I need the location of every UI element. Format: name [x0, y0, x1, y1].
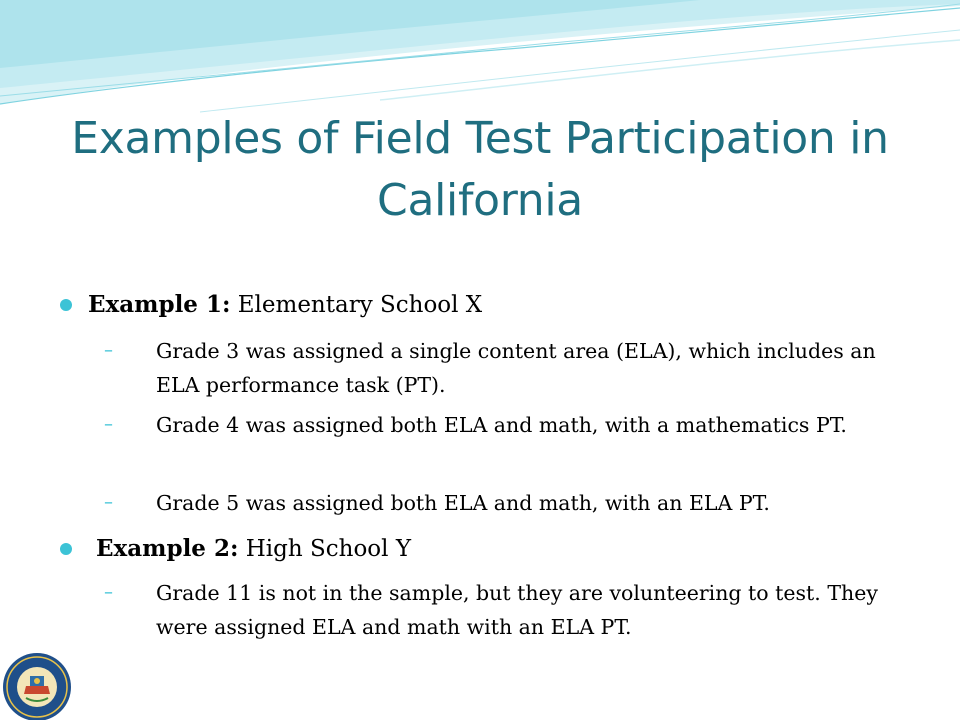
example-label: Example 1: — [88, 291, 231, 318]
dash-bullet-icon: – — [104, 340, 113, 361]
example-item-text: Grade 5 was assigned both ELA and math, with an ELA PT. — [156, 491, 770, 515]
slide-title: Examples of Field Test Participation in California — [71, 113, 889, 226]
dash-bullet-icon: – — [104, 492, 113, 513]
example-item-text: Grade 4 was assigned both ELA and math, with a mathematics PT. — [156, 413, 847, 437]
example-label: Example 2: — [96, 535, 239, 562]
example-text: High School Y — [238, 536, 412, 562]
example-item — [104, 408, 896, 442]
dash-bullet-icon: – — [104, 582, 113, 603]
dash-bullet-icon: – — [104, 414, 113, 435]
example-bullet — [96, 534, 926, 564]
example-bullet — [88, 290, 918, 320]
bullet-dot-icon — [60, 299, 72, 311]
example-item-text: Grade 11 is not in the sample, but they are volunteering to test. They were assigned ELA and math with an ELA PT. — [156, 581, 878, 639]
california-department-of-education-seal-icon — [2, 652, 72, 720]
bullet-dot-icon — [60, 543, 72, 555]
example-item-text: Grade 3 was assigned a single content area (ELA), which includes an ELA performance task (PT). — [156, 339, 876, 397]
example-text: Elementary School X — [230, 292, 483, 318]
example-item — [104, 576, 896, 644]
example-item — [104, 334, 896, 402]
example-item — [104, 486, 896, 520]
